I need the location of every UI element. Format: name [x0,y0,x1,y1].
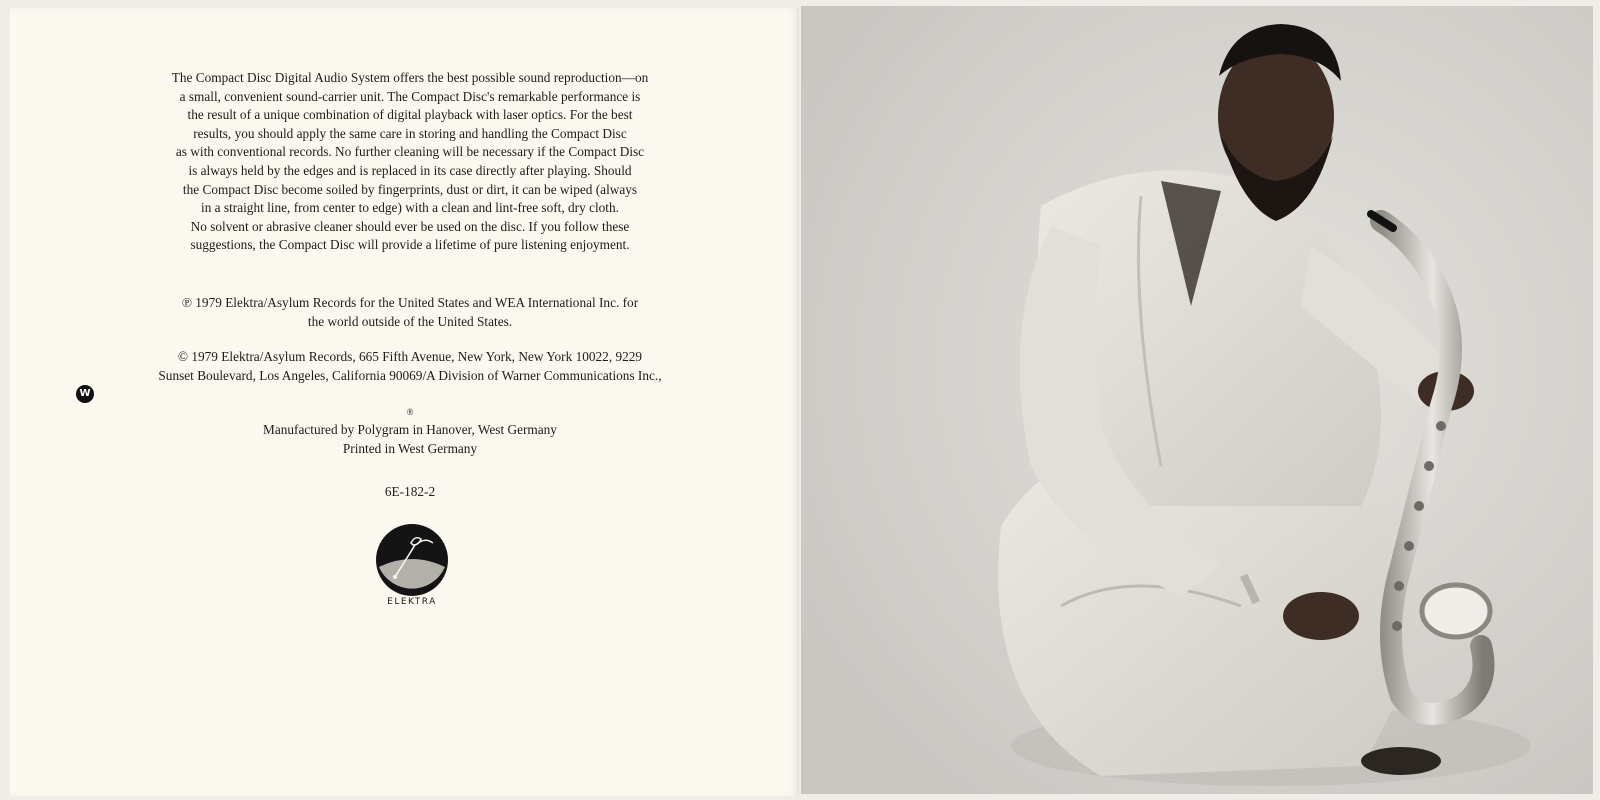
phono-line-2: the world outside of the United States. [307,313,513,329]
notice-line: results, you should apply the same care in storing and handling the Compact Disc [193,125,627,141]
notice-line: No solvent or abrasive cleaner should ever be used on the disc. If you follow these [190,218,630,234]
printed-in: Printed in West Germany [342,440,478,456]
notice-line: suggestions, the Compact Disc will provide a lifetime of pure listening enjoyment. [190,237,630,253]
compact-disc-care-notice [70,69,750,255]
left-page [10,8,799,796]
notice-line: the Compact Disc become soiled by fingerprints, dust or dirt, it can be wiped (always [182,181,638,197]
notice-line: is always held by the edges and is replaced in its case directly after playing. Should [188,162,632,178]
notice-line: a small, convenient sound-carrier unit. The Compact Disc's remarkable performance is [179,88,641,104]
copyright-line-2: Sunset Boulevard, Los Angeles, California 90069/A Division of Warner Communications Inc., [158,367,662,383]
phonographic-copyright [70,294,750,331]
notice-line: as with conventional records. No further cleaning will be necessary if the Compact Disc [175,144,645,160]
registered-mark: ® [406,407,414,418]
saxophonist-photo-icon [801,6,1593,794]
catalog-number: 6E-182-2 [384,484,436,499]
manufacture-info [70,421,750,458]
warner-communications-logo-icon: W [76,385,94,403]
copyright-address [70,348,750,427]
copyright-line-1: © 1979 Elektra/Asylum Records, 665 Fifth Avenue, New York, New York 10022, 9229 [177,349,643,364]
notice-line: in a straight line, from center to edge) with a clean and lint-free soft, dry cloth. [201,200,619,216]
notice-line: The Compact Disc Digital Audio System offers the best possible sound reproduction—on [171,70,649,85]
elektra-wordmark: ELEKTRA [387,597,437,607]
right-page [801,6,1593,794]
notice-line: the result of a unique combination of digital playback with laser optics. For the best [187,107,633,123]
phono-line-1: ℗ 1979 Elektra/Asylum Records for the United States and WEA International Inc. for [181,295,639,310]
copyright-line-2-wrap [70,367,750,427]
manufactured-by: Manufactured by Polygram in Hanover, West Germany [263,422,557,437]
